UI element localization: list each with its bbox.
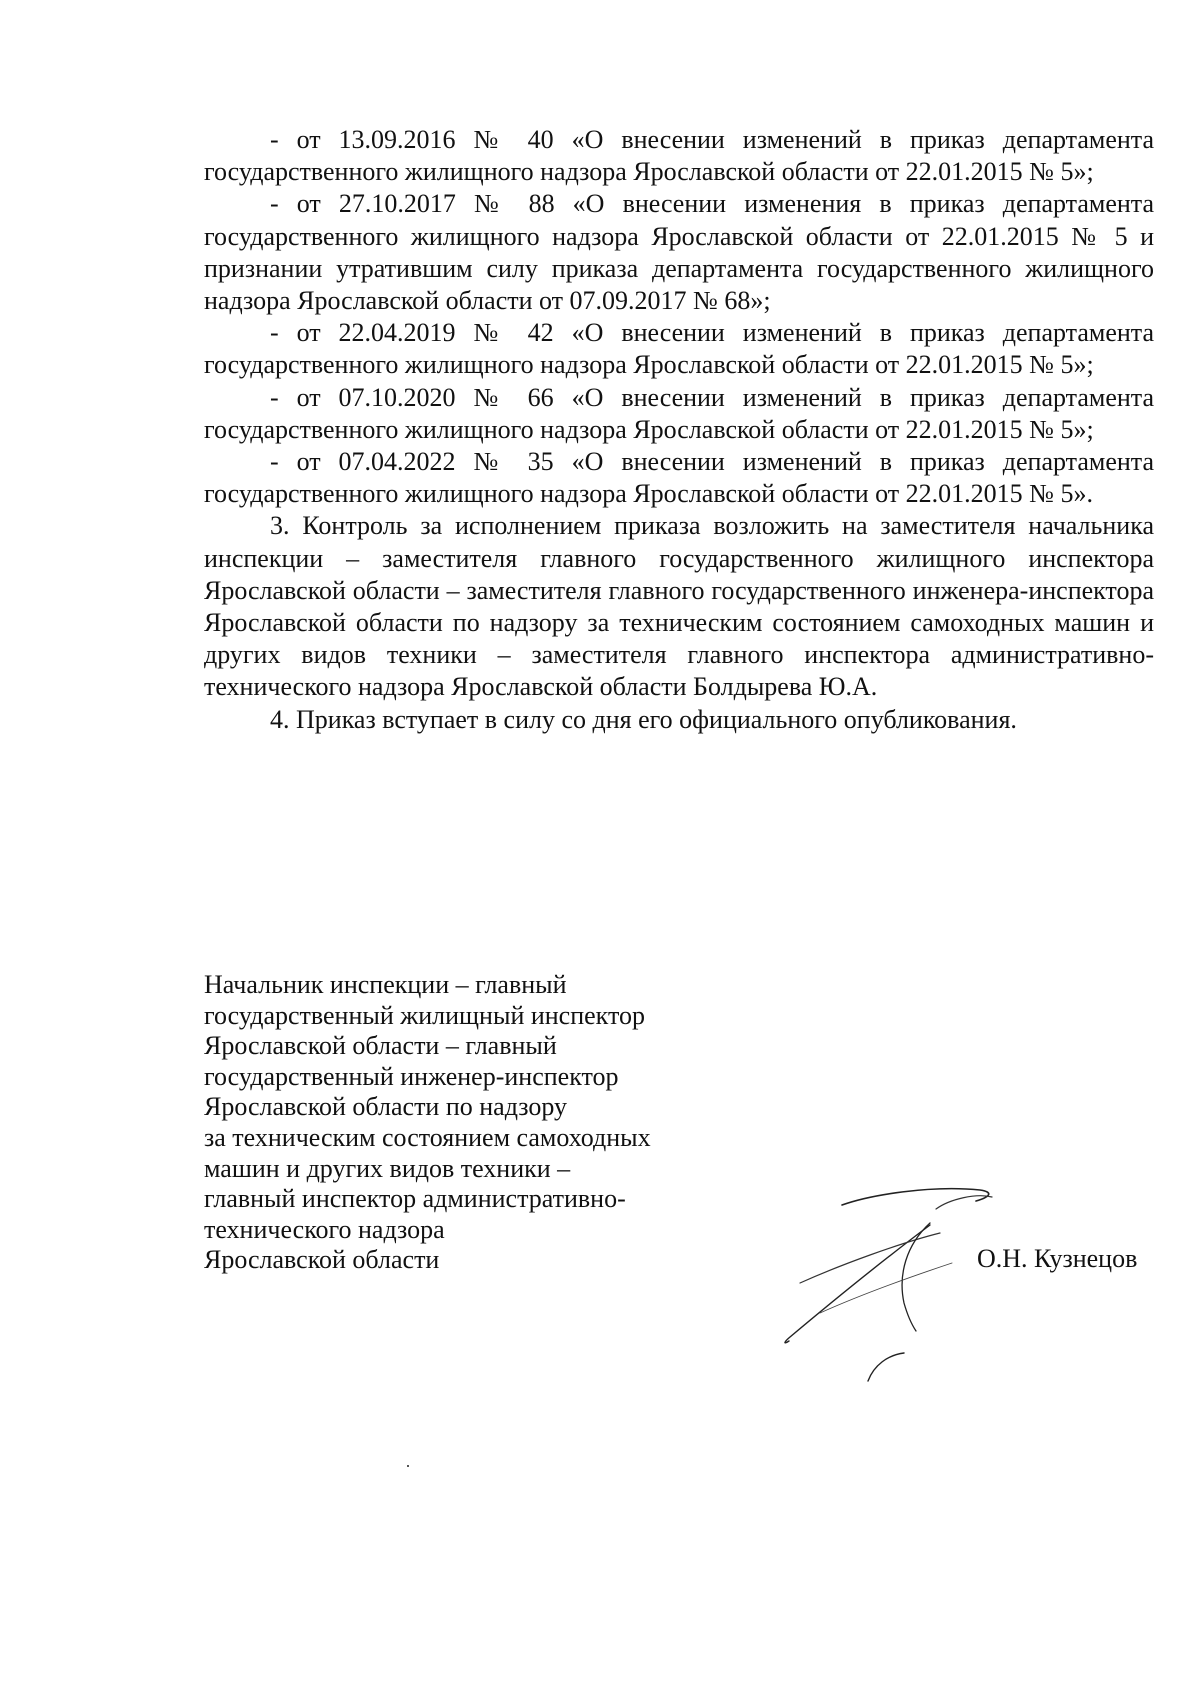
scan-speck [407, 1465, 409, 1467]
amendment-item-2016: - от 13.09.2016 № 40 «О внесении изменений в приказ департамента государственного жилищного надзора Ярославской области от 22.01.2015 № 5»; [204, 125, 1154, 187]
position-line: технического надзора [204, 1214, 445, 1244]
clause-4-effective: 4. Приказ вступает в силу со дня его официального опубликования. [270, 704, 1017, 734]
clause-3-control: 3. Контроль за исполнением приказа возложить на заместителя начальника инспекции – заместителя главного государственного жилищного инспектора Ярославской области – заместителя главного государственного инженера-инспектора Ярославской области по надзору за техническим состоянием самоходных машин и других видов техники – заместителя главного инспектора административно-технического надзора Ярославской области Болдырева Ю.А. [204, 511, 1154, 702]
document-body [204, 124, 1154, 736]
amendment-item-2017: - от 27.10.2017 № 88 «О внесении изменения в приказ департамента государственного жилищного надзора Ярославской области от 22.01.2015 № 5 и признании утратившим силу приказа департамента государственного жилищного надзора Ярославской области от 07.09.2017 № 68»; [204, 189, 1154, 316]
signer-name: О.Н. Кузнецов [977, 1244, 1138, 1273]
signatory-position [204, 970, 764, 1276]
amendment-item-2020: - от 07.10.2020 № 66 «О внесении изменений в приказ департамента государственного жилищного надзора Ярославской области от 22.01.2015 № 5»; [204, 382, 1154, 444]
handwritten-signature [780, 1185, 1040, 1385]
amendment-item-2019: - от 22.04.2019 № 42 «О внесении изменений в приказ департамента государственного жилищного надзора Ярославской области от 22.01.2015 № 5»; [204, 318, 1154, 380]
position-line: государственный инженер-инспектор [204, 1061, 619, 1091]
amendment-item-2022: - от 07.04.2022 № 35 «О внесении изменений в приказ департамента государственного жилищного надзора Ярославской области от 22.01.2015 № 5». [204, 447, 1154, 509]
position-line: Начальник инспекции – главный [204, 970, 567, 999]
position-line: главный инспектор административно- [204, 1184, 626, 1214]
position-line: Ярославской области [204, 1245, 440, 1275]
position-line: за техническим состоянием самоходных [204, 1122, 651, 1152]
position-line: Ярославской области – главный [204, 1031, 557, 1061]
position-line: Ярославской области по надзору [204, 1092, 568, 1122]
position-line: машин и других видов техники – [204, 1153, 571, 1183]
position-line: государственный жилищный инспектор [204, 1000, 645, 1030]
